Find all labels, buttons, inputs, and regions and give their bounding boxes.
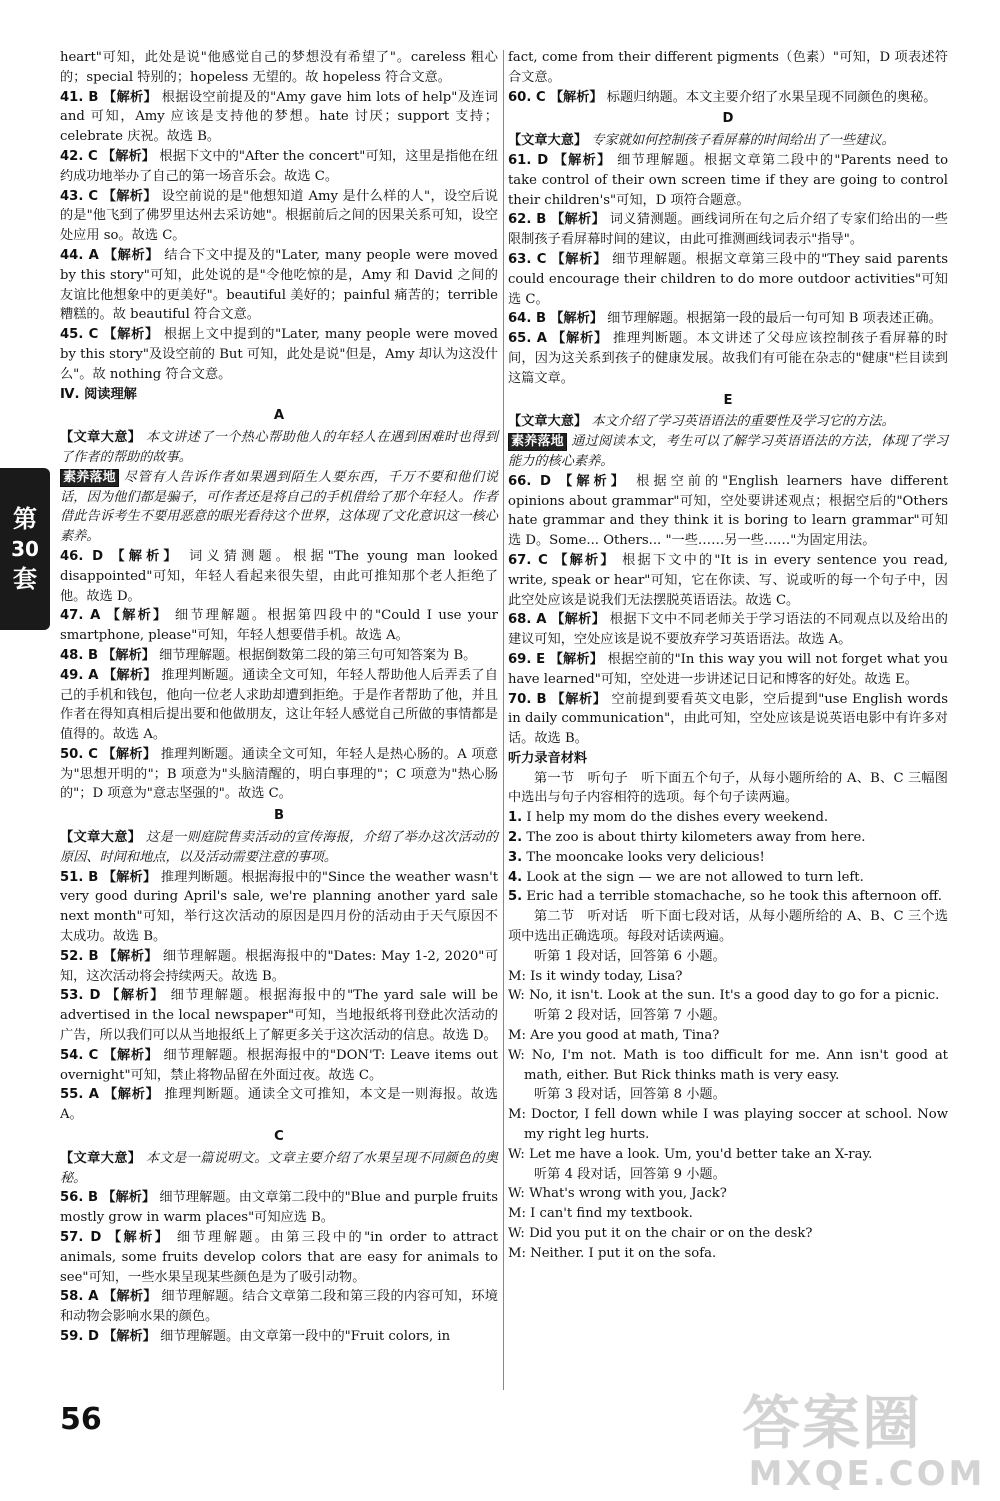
literacy-text: 尽管有人告诉作者如果遇到陌生人要东西，千万不要和他们说话，因为他们都是骗子，可作者还是将自己的手机借给了那个年轻人。作者借此告诉考生不要用恶意的眼光看待这个世界，这体现了文化意识这一核心素养。 xyxy=(60,469,498,545)
answer-text: 根据下文中的"After the concert"可知，这里是指他在纽约成功地举办了自己的第一场音乐会。故选 C。 xyxy=(60,148,499,184)
analysis-tag: 【解析】 xyxy=(102,869,157,885)
answer-text: 根据上文中提到的"Later, many people were moved by this story"及设空前的 But 可知，此处是说"但是，Amy 却认为这没什么"。故 nothing 符合文意。 xyxy=(60,327,498,382)
answer-number: 43. C xyxy=(60,188,99,204)
answer-text: 细节理解题。根据第四段中的"Could I use your smartphone, please"可知，年轻人想要借手机。故选 A。 xyxy=(60,608,498,644)
answer-58 xyxy=(60,1287,498,1327)
summary-text: 本文介绍了学习英语语法的重要性及学习它的方法。 xyxy=(591,414,895,430)
answer-42 xyxy=(60,147,498,187)
analysis-tag: 【解析】 xyxy=(550,212,606,228)
page-number: 56 xyxy=(60,1402,102,1437)
answer-70 xyxy=(508,690,948,749)
dialog-text: Let me have a look. Um, you'd better take an X-ray. xyxy=(529,1146,873,1162)
answer-69 xyxy=(508,650,948,690)
answer-text: 设空前说的是"他想知道 Amy 是什么样的人"，设空后说的是"他飞到了佛罗里达州去采访她"。根据前后之间的因果关系可知，设空处应用 so。故选 C。 xyxy=(60,188,498,244)
dialog-text: No, it isn't. Look at the sun. It's a good day to go for a picnic. xyxy=(529,988,940,1004)
answer-number: 58. A xyxy=(60,1289,99,1305)
answer-52 xyxy=(60,947,498,987)
left-column xyxy=(60,48,498,1347)
sentence-number: 3. xyxy=(508,849,523,865)
answer-65 xyxy=(508,329,948,388)
watermark-cn: 答案圈 xyxy=(742,1389,923,1457)
answer-text: 结合下文中提及的"Later, many people were moved by this story"可知，此处说的是"令他吃惊的是，Amy 和 David 之间的友谊比他想象中的更美好"。beautiful 美好的；painful 痛苦的；terrible 糟糕的。故 beautiful 符合文意。 xyxy=(60,247,498,323)
answer-text: 细节理解题。由文章第二段中的"Blue and purple fruits mostly grow in warm places"可知应选 B。 xyxy=(60,1190,498,1226)
watermark-url: MXQE.COM xyxy=(748,1454,986,1494)
summary-tag: 【文章大意】 xyxy=(60,1150,142,1166)
passage-letter: B xyxy=(273,808,285,824)
answer-number: 68. A xyxy=(508,612,547,628)
answer-number: 66. D xyxy=(508,473,551,489)
answer-text: 推理判断题。通读全文可知，年轻人帮助他人后弄丢了自己的手机和钱包，他向一位老人求助却遭到拒绝。于是作者帮助了他，并且作者在得知真相后提出要和他做朋友，这让年轻人感觉自己所做的事情都是值得的。故选 A。 xyxy=(60,667,498,743)
answer-44 xyxy=(60,246,498,325)
set-number: 30 xyxy=(11,537,39,561)
summary-tag: 【文章大意】 xyxy=(60,830,142,846)
dialog-intro: 听第 3 段对话，回答第 8 小题。 xyxy=(534,1087,726,1103)
dialog-line xyxy=(508,1046,948,1086)
answer-text: 细节理解题。根据倒数第二段的第三句可知答案为 B。 xyxy=(159,647,477,663)
answer-number: 57. D xyxy=(60,1230,102,1246)
answer-number: 63. C xyxy=(508,251,547,267)
answer-48 xyxy=(60,646,498,666)
answer-number: 69. E xyxy=(508,651,546,667)
sentence-text: Eric had a terrible stomachache, so he took this afternoon off. xyxy=(526,889,942,905)
answer-number: 52. B xyxy=(60,948,99,964)
answer-number: 50. C xyxy=(60,746,98,762)
dialog-line xyxy=(508,1026,948,1046)
right-column xyxy=(508,48,948,1264)
answer-49 xyxy=(60,666,498,745)
answer-number: 60. C xyxy=(508,89,546,105)
passage-letter: D xyxy=(722,111,734,127)
answer-54 xyxy=(60,1046,498,1086)
passage-summary xyxy=(60,428,498,468)
analysis-tag: 【解析】 xyxy=(107,1230,171,1246)
analysis-tag: 【解析】 xyxy=(102,1289,157,1305)
analysis-tag: 【解析】 xyxy=(106,988,165,1004)
answer-57 xyxy=(60,1228,498,1287)
answer-43 xyxy=(60,187,498,246)
dialog-line xyxy=(508,1204,948,1224)
dialog-text: Is it windy today, Lisa? xyxy=(530,968,683,984)
analysis-tag: 【解析】 xyxy=(549,651,604,667)
answer-63 xyxy=(508,250,948,309)
answer-text: 词义猜测题。根据"The young man looked disappointed"可知，年轻人看起来很失望，由此可推知那个老人拒绝了他。故选 D。 xyxy=(60,548,498,604)
sentence-number: 2. xyxy=(508,830,523,846)
analysis-tag: 【解析】 xyxy=(102,647,155,663)
dialog-line xyxy=(508,1184,948,1204)
continued-paragraph: heart"可知，此处是说"他感觉自己的梦想没有希望了"。careless 粗心的；special 特别的；hopeless 无望的。故 hopeless 符合文意。 xyxy=(60,50,498,85)
speaker: M: xyxy=(508,1107,526,1123)
part2-intro: 第二节 听对话 听下面七段对话，从每小题所给的 A、B、C 三个选项中选出正确选项。每段对话读两遍。 xyxy=(508,909,948,945)
sentence-text: The mooncake looks very delicious! xyxy=(526,849,765,865)
analysis-tag: 【解析】 xyxy=(551,612,606,628)
sentence-item xyxy=(508,868,948,888)
watermark-logo xyxy=(742,1391,992,1501)
answer-61 xyxy=(508,151,948,210)
answer-text: 细节理解题。根据海报中的"DON'T: Leave items out overnight"可知，禁止将物品留在外面过夜。故选 C。 xyxy=(60,1047,498,1083)
answer-51 xyxy=(60,868,498,947)
sentence-number: 5. xyxy=(508,889,523,905)
answer-text: 细节理解题。根据海报中的"Dates: May 1-2, 2020"可知，这次活动将会持续两天。故选 B。 xyxy=(60,948,499,984)
answer-number: 44. A xyxy=(60,247,99,263)
answer-text: 根据下文中不同老师关于学习语法的不同观点以及给出的建议可知，空处应该是说不要放弃学习英语语法。故选 A。 xyxy=(508,612,948,648)
dialog-intro: 听第 2 段对话，回答第 7 小题。 xyxy=(534,1008,726,1024)
answer-number: 51. B xyxy=(60,869,99,885)
answer-text: 根据空前的"In this way you will not forget what you have learned"可知，空处进一步讲述记日记和博客的好处。故选 E。 xyxy=(508,651,948,687)
answer-text: 标题归纳题。本文主要介绍了水果呈现不同颜色的奥秘。 xyxy=(606,89,937,105)
summary-text: 专家就如何控制孩子看屏幕的时间给出了一些建议。 xyxy=(591,133,895,149)
literacy-label: 素养落地 xyxy=(60,469,119,487)
answer-text: 细节理解题。根据文章第三段中的"They said parents could encourage their children to do more outdoor activities"可知选 C。 xyxy=(508,251,948,307)
dialog-text: Did you put it on the chair or on the desk? xyxy=(529,1226,813,1242)
answer-number: 64. B xyxy=(508,311,547,327)
analysis-tag: 【解析】 xyxy=(549,89,603,105)
dialog-line xyxy=(508,1244,948,1264)
sentence-number: 4. xyxy=(508,869,523,885)
sentence-item xyxy=(508,808,948,828)
answer-41 xyxy=(60,88,498,147)
answer-68 xyxy=(508,610,948,650)
answer-text: 推理判断题。通读全文可知，年轻人是热心肠的。A 项意为"思想开明的"；B 项意为"头脑清醒的，明白事理的"；C 项意为"热心肠的"；D 项意为"意志坚强的"。故选 C。 xyxy=(60,746,498,802)
passage-summary xyxy=(60,828,498,868)
answer-text: 推理判断题。根据海报中的"Since the weather wasn't very good during April's sale, we're planning another yard sale next month"可知，举行这次活动的原因是四月份的活动由于天气原因不太成功。故选 B。 xyxy=(60,869,498,945)
speaker: W: xyxy=(508,1047,525,1063)
answer-text: 根据下文中的"It is in every sentence you read, write, speak or hear"可知，它在你读、写、说或听的每一个句子中，因此空处应该是说我们无法摆脱英语语法。故选 C。 xyxy=(508,552,949,608)
answer-number: 49. A xyxy=(60,667,99,683)
passage-letter: C xyxy=(274,1129,284,1145)
dialog-line xyxy=(508,986,948,1006)
set-number-tab xyxy=(0,468,50,630)
answer-number: 54. C xyxy=(60,1047,99,1063)
analysis-tag: 【解析】 xyxy=(103,1047,159,1063)
answer-number: 70. B xyxy=(508,691,547,707)
answer-text: 细节理解题。根据第一段的最后一句可知 B 项表述正确。 xyxy=(607,311,942,327)
answer-number: 59. D xyxy=(60,1329,99,1344)
sentence-number: 1. xyxy=(508,810,523,826)
answer-number: 41. B xyxy=(60,89,99,105)
dialog-intro: 听第 1 段对话，回答第 6 小题。 xyxy=(534,948,726,964)
analysis-tag: 【解析】 xyxy=(103,247,160,263)
dialog-text: Are you good at math, Tina? xyxy=(530,1028,720,1044)
speaker: W: xyxy=(508,988,525,1004)
dialog-text: Doctor, I fell down while I was playing soccer at school. Now my right leg hurts. xyxy=(524,1107,948,1143)
analysis-tag: 【解析】 xyxy=(102,89,158,105)
answer-59 xyxy=(60,1327,498,1347)
answer-number: 48. B xyxy=(60,647,99,663)
answer-number: 62. B xyxy=(508,212,547,228)
analysis-tag: 【解析】 xyxy=(103,948,159,964)
dialog-line xyxy=(508,967,948,987)
answer-number: 46. D xyxy=(60,548,104,564)
answer-text: 细节理解题。结合文章第二段和第三段的内容可知，环境和动物会影响水果的颜色。 xyxy=(60,1289,498,1325)
sentence-item xyxy=(508,848,948,868)
section-heading: Ⅳ. 阅读理解 xyxy=(60,386,137,402)
summary-text: 本文是一篇说明文。文章主要介绍了水果呈现不同颜色的奥秘。 xyxy=(60,1150,498,1186)
analysis-tag: 【解析】 xyxy=(102,148,156,164)
passage-letter: E xyxy=(723,392,733,408)
continued-paragraph: fact, come from their different pigments（色素）"可知，D 项表述符合文意。 xyxy=(508,50,948,85)
answer-text: 推理判断题。通读全文可推知，本文是一则海报。故选 A。 xyxy=(60,1087,498,1123)
passage-letter: A xyxy=(273,408,285,424)
sentence-item xyxy=(508,828,948,848)
answer-67 xyxy=(508,551,948,610)
summary-tag: 【文章大意】 xyxy=(60,430,142,446)
speaker: M: xyxy=(508,1245,526,1261)
listening-heading: 听力录音材料 xyxy=(508,750,588,766)
answer-text: 细节理解题。由第三段中的"in order to attract animals, some fruits develop colors that are easy for animals to see"可知，一些水果呈现某些颜色是为了吸引动物。 xyxy=(60,1230,498,1285)
passage-summary xyxy=(508,131,948,151)
answer-45 xyxy=(60,325,498,384)
set-di: 第 xyxy=(13,505,37,533)
answer-number: 42. C xyxy=(60,148,98,164)
summary-tag: 【文章大意】 xyxy=(508,133,588,149)
answer-text: 细节理解题。根据海报中的"The yard sale will be advertised in the local newspaper"可知，当地报纸将刊登此次活动的广告，所以我们可以从当地报纸上了解更多关于这次活动的信息。故选 D。 xyxy=(60,988,498,1044)
dialog-text: Neither. I put it on the sofa. xyxy=(530,1245,717,1261)
analysis-tag: 【解析】 xyxy=(103,327,159,343)
answer-text: 细节理解题。由文章第一段中的"Fruit colors, in xyxy=(160,1329,451,1344)
analysis-tag: 【解析】 xyxy=(559,473,628,489)
analysis-tag: 【解析】 xyxy=(103,1087,160,1103)
answer-55 xyxy=(60,1085,498,1125)
answer-text: 根据空前的"English learners have different opinions about grammar"可知，空处要讲述观点；根据空后的"Others hate grammar and they think it is boring to learn grammar"可知选 D。Some... Others... "一些……另一些……"为固定用法。 xyxy=(508,473,949,549)
speaker: M: xyxy=(508,1028,526,1044)
speaker: W: xyxy=(508,1146,525,1162)
answer-number: 67. C xyxy=(508,552,548,568)
analysis-tag: 【解析】 xyxy=(551,331,608,347)
analysis-tag: 【解析】 xyxy=(102,1190,156,1206)
passage-summary xyxy=(60,1149,498,1189)
dialog-line xyxy=(508,1224,948,1244)
answer-66 xyxy=(508,472,948,551)
summary-tag: 【文章大意】 xyxy=(508,414,588,430)
answer-text: 词义猜测题。画线词所在句之后介绍了专家们给出的一些限制孩子看屏幕时间的建议，由此可推测画线词表示"指导"。 xyxy=(508,212,948,248)
speaker: M: xyxy=(508,1206,526,1222)
analysis-tag: 【解析】 xyxy=(102,667,157,683)
answer-number: 53. D xyxy=(60,988,101,1004)
answer-text: 根据设空前提及的"Amy gave him lots of help"及连词 and 可知，Amy 应该是支持他的梦想。hate 讨厌；support 支持；celebrate 庆祝。故选 B。 xyxy=(60,89,498,145)
sentence-text: The zoo is about thirty kilometers away from here. xyxy=(526,830,866,846)
sentence-text: Look at the sign — we are not allowed to turn left. xyxy=(526,869,864,885)
answer-53 xyxy=(60,986,498,1045)
answer-64 xyxy=(508,309,948,329)
literacy-text: 通过阅读本文，考生可以了解学习英语语法的方法，体现了学习能力的核心素养。 xyxy=(508,434,949,469)
answer-number: 65. A xyxy=(508,331,547,347)
analysis-tag: 【解析】 xyxy=(550,311,603,327)
dialog-intro: 听第 4 段对话，回答第 9 小题。 xyxy=(534,1166,726,1182)
answer-56 xyxy=(60,1188,498,1228)
literacy-label: 素养落地 xyxy=(508,433,567,451)
answer-60 xyxy=(508,88,948,108)
set-tao: 套 xyxy=(13,565,37,593)
speaker: W: xyxy=(508,1186,525,1202)
dialog-line xyxy=(508,1145,948,1165)
analysis-tag: 【解析】 xyxy=(102,746,157,762)
dialog-text: No, I'm not. Math is too difficult for me. Ann isn't good at math, either. But Rick thinks math is very easy. xyxy=(524,1047,948,1083)
answer-text: 空前提到要看英文电影，空后提到"use English words in daily communication"，由此可知，空处应该是说英语电影中有许多对话。故选 B。 xyxy=(508,691,948,747)
answer-50 xyxy=(60,745,498,804)
analysis-tag: 【解析】 xyxy=(111,548,181,564)
answer-number: 56. B xyxy=(60,1190,99,1206)
answer-number: 47. A xyxy=(60,608,101,624)
dialog-text: I can't find my textbook. xyxy=(530,1206,693,1222)
answer-46 xyxy=(60,547,498,606)
analysis-tag: 【解析】 xyxy=(551,251,608,267)
speaker: M: xyxy=(508,968,526,984)
analysis-tag: 【解析】 xyxy=(103,1329,156,1344)
answer-62 xyxy=(508,210,948,250)
analysis-tag: 【解析】 xyxy=(106,608,169,624)
analysis-tag: 【解析】 xyxy=(554,552,616,568)
answer-text: 细节理解题。根据文章第二段中的"Parents need to take control of their own screen time if they are going to control their children's"可知，D 项符合题意。 xyxy=(508,152,949,208)
dialog-text: What's wrong with you, Jack? xyxy=(529,1186,727,1202)
dialog-line xyxy=(508,1105,948,1145)
analysis-tag: 【解析】 xyxy=(102,188,157,204)
answer-number: 55. A xyxy=(60,1087,99,1103)
literacy-note xyxy=(60,468,498,547)
sentence-item xyxy=(508,887,948,907)
analysis-tag: 【解析】 xyxy=(553,152,612,168)
summary-text: 这是一则庭院售卖活动的宣传海报，介绍了举办这次活动的原因、时间和地点，以及活动需要注意的事项。 xyxy=(60,830,498,865)
speaker: W: xyxy=(508,1226,525,1242)
passage-summary xyxy=(508,412,948,432)
answer-number: 45. C xyxy=(60,327,99,343)
summary-text: 本文讲述了一个热心帮助他人的年轻人在遇到困难时也得到了作者的帮助的故事。 xyxy=(60,430,498,465)
answer-number: 61. D xyxy=(508,152,549,168)
sentence-text: I help my mom do the dishes every weekend. xyxy=(526,810,829,826)
answer-text: 推理判断题。本文讲述了父母应该控制孩子看屏幕的时间，因为这关系到孩子的健康发展。故我们有可能在杂志的"健康"栏目读到这篇文章。 xyxy=(508,331,948,386)
part1-intro: 第一节 听句子 听下面五个句子，从每小题所给的 A、B、C 三幅图中选出与句子内容相符的选项。每个句子读两遍。 xyxy=(508,770,948,806)
literacy-note xyxy=(508,432,948,472)
column-divider xyxy=(503,50,504,1390)
analysis-tag: 【解析】 xyxy=(551,691,607,707)
answer-47 xyxy=(60,606,498,646)
